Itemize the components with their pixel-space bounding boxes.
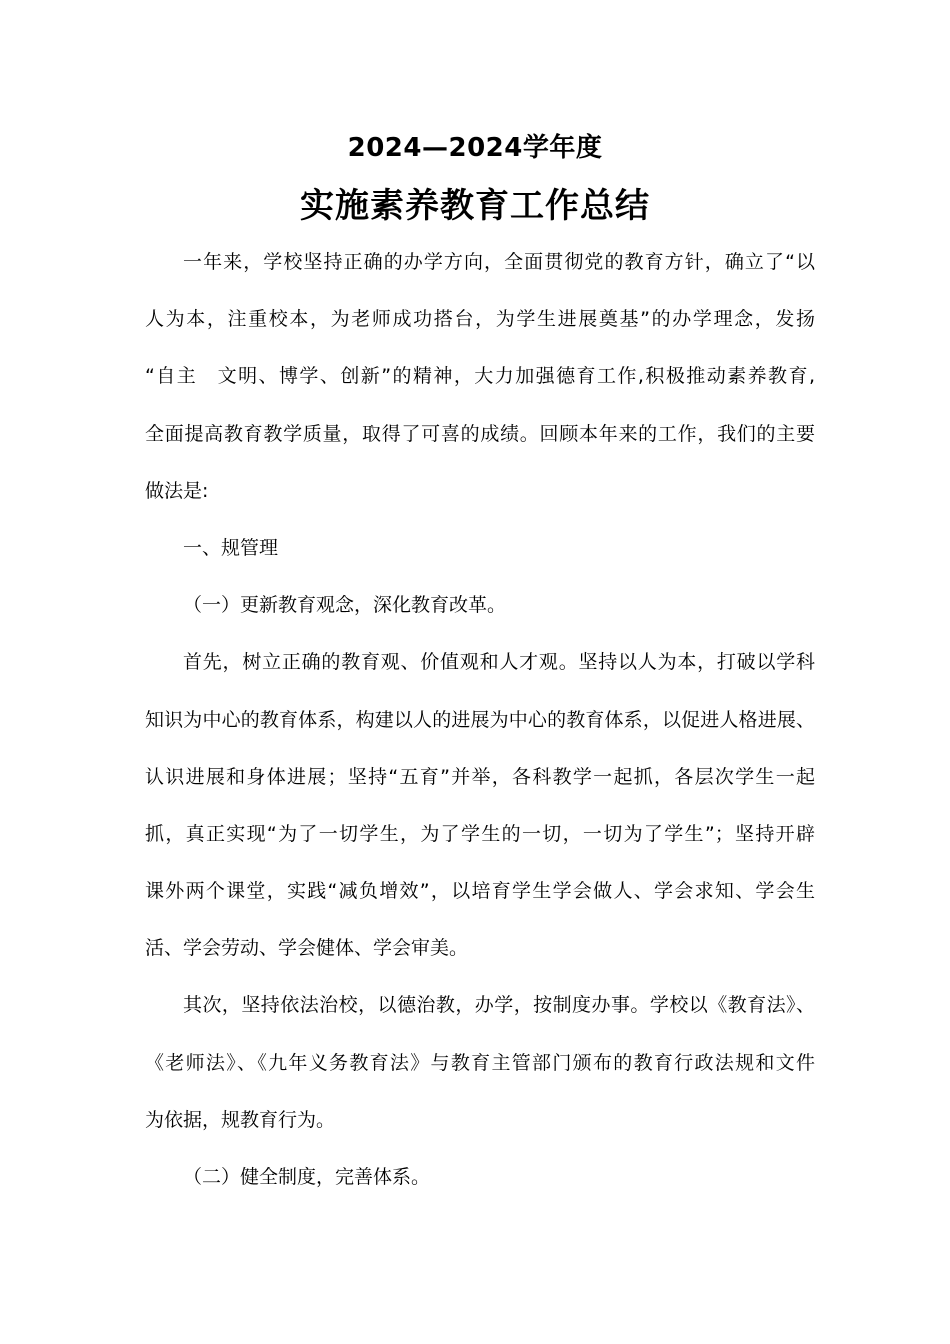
subsection-heading: （一）更新教育观念，深化教育改革。 — [183, 594, 507, 617]
document-body — [145, 240, 815, 1212]
body-line: 知识为中心的教育体系，构建以人的进展为中心的教育体系，以促进人格进展、 — [145, 708, 815, 731]
body-line: 为依据，规教育行为。 — [145, 1108, 336, 1131]
body-line: 全面提高教育教学质量，取得了可喜的成绩。回顾本年来的工作，我们的主要 — [145, 422, 815, 445]
body-line: 《老师法》、《九年义务教育法》与教育主管部门颁布的教育行政法规和文件 — [145, 1051, 815, 1074]
body-line: 做法是: — [145, 479, 209, 502]
body-line: 其次，坚持依法治校，以德治教，办学，按制度办事。学校以《教育法》、 — [183, 994, 815, 1017]
body-line: 人为本，注重校本，为老师成功搭台，为学生进展奠基”的办学理念，发扬 — [145, 308, 815, 331]
body-line: “自主 文明、博学、创新”的精神，大力加强德育工作,积极推动素养教育, — [145, 365, 815, 388]
section-heading: 一、规管理 — [183, 536, 279, 559]
body-line: 课外两个课堂，实践“减负增效”，以培育学生学会做人、学会求知、学会生 — [145, 880, 815, 903]
subsection-heading: （二）健全制度，完善体系。 — [183, 1166, 431, 1188]
body-line: 首先，树立正确的教育观、价值观和人才观。坚持以人为本，打破以学科 — [183, 651, 815, 674]
body-line: 一年来，学校坚持正确的办学方向，全面贯彻党的教育方针，确立了“以 — [183, 251, 815, 273]
body-line: 活、学会劳动、学会健体、学会审美。 — [145, 937, 469, 960]
body-line: 抓，真正实现“为了一切学生，为了学生的一切，一切为了学生”；坚持开辟 — [145, 822, 815, 845]
document-title-main: 实施素养教育工作总结 — [300, 186, 650, 226]
document-title-year: 2024—2024学年度 — [347, 133, 603, 163]
body-line: 认识进展和身体进展；坚持“五育”并举，各科教学一起抓，各层次学生一起 — [145, 765, 815, 788]
